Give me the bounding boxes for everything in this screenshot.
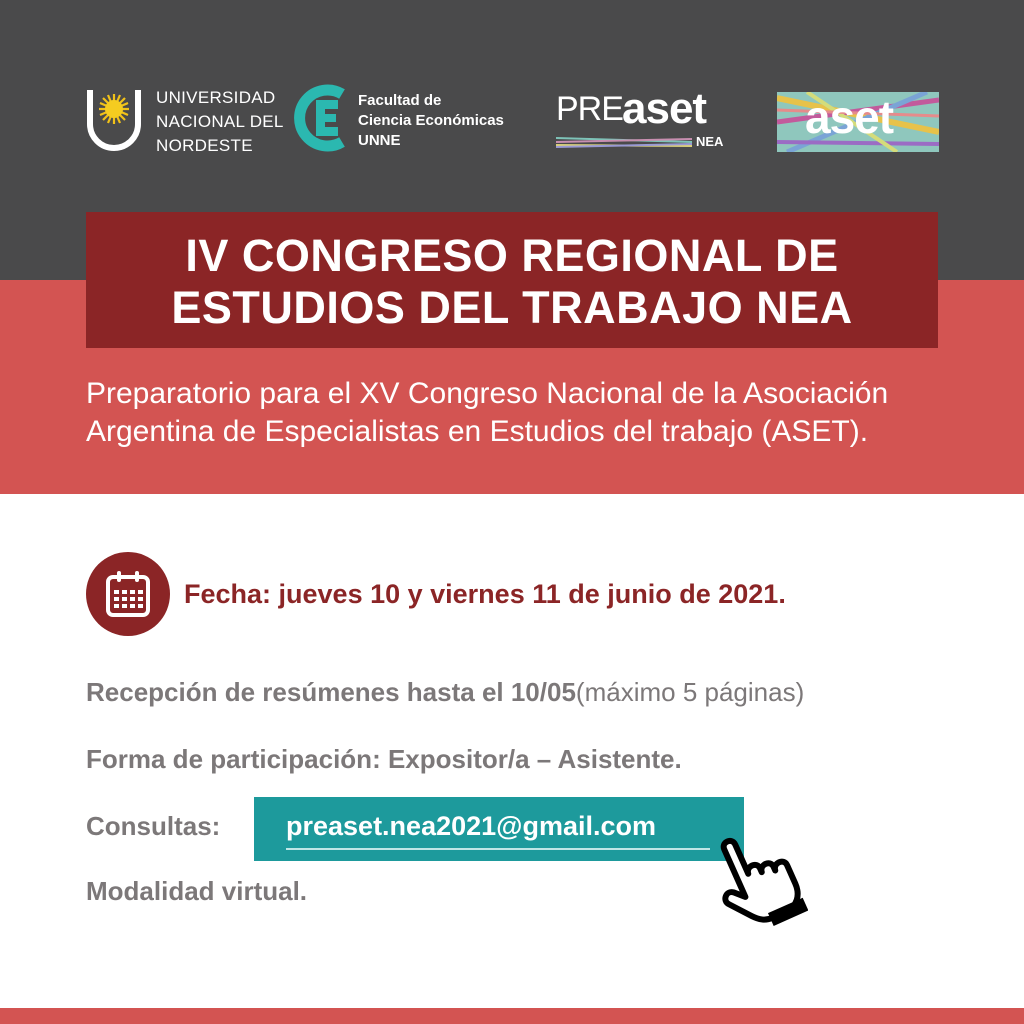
pointing-hand-cursor-icon [708, 824, 808, 928]
logo-fce [294, 84, 534, 156]
preaset-stripes [556, 136, 692, 148]
logo-aset [777, 92, 939, 152]
abstract-page-limit: (máximo 5 páginas) [575, 677, 805, 707]
sun-shield-icon [84, 86, 144, 158]
calendar-icon [105, 570, 151, 618]
letter-e-icon [294, 84, 350, 152]
email-link[interactable]: preaset.nea2021@gmail.com [286, 811, 657, 841]
modality: Modalidad virtual. [86, 876, 308, 906]
abstract-deadline-text: Recepción de resúmenes hasta el 10/05 [86, 677, 576, 707]
calendar-badge [86, 552, 170, 636]
subtitle: Preparatorio para el XV Congreso Nacional de la Asociación Argentina de Especialistas en Estudios del trabajo (ASET). [86, 377, 889, 448]
page-title: IV CONGRESO REGIONAL DE ESTUDIOS DEL TRABAJO NEA [171, 230, 853, 333]
event-date: Fecha: jueves 10 y viernes 11 de junio de 2021. [184, 579, 786, 609]
footer-stripe [0, 1008, 1024, 1024]
preaset-nea: NEA [696, 134, 724, 149]
logo-preaset [556, 84, 728, 154]
email-button[interactable] [254, 797, 744, 861]
aset-text: aset [805, 91, 894, 143]
preaset-pre: PRE [556, 90, 623, 128]
fce-name: Facultad de Ciencia Económicas UNNE [358, 92, 504, 149]
logo-unne [84, 84, 284, 160]
email-underline [286, 848, 710, 850]
title-box [86, 212, 938, 348]
participation-mode: Forma de participación: Expositor/a – Asistente. [86, 744, 682, 774]
abstract-deadline [86, 676, 804, 708]
consultas-label: Consultas: [86, 811, 221, 841]
preaset-aset: aset [622, 84, 707, 133]
unne-name: UNIVERSIDAD NACIONAL DEL NORDESTE [156, 88, 284, 155]
